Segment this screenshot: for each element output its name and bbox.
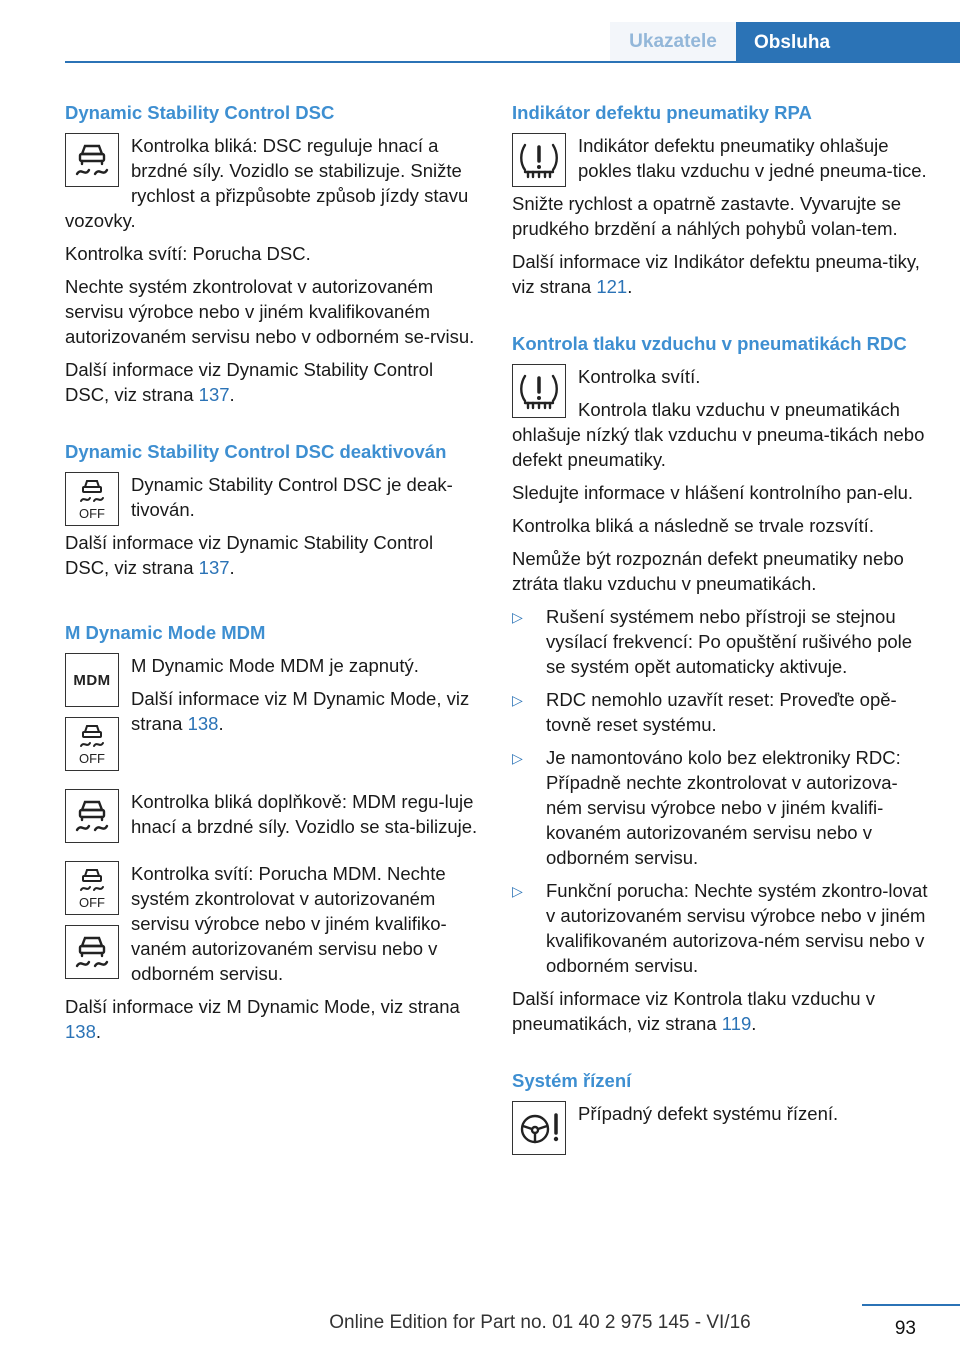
list-item: ▷ Je namontováno kolo bez elektroniky RDC: Případně nechte zkontrolovat v autorizova-ném servisu výrobce nebo v jiném kvalifi-kovaném autorizovaném servisu nebo v odborném servisu. [512, 747, 901, 868]
section-dsc-off [65, 439, 480, 588]
page-link-137[interactable]: 137 [198, 384, 230, 405]
section-title: M Dynamic Mode MDM [65, 622, 266, 643]
bullet-triangle-icon: ▷ [512, 750, 523, 766]
page-link-138[interactable]: 138 [65, 1021, 96, 1042]
list-item: ▷ Rušení systémem nebo přístroji se stejnou vysílací frekvencí: Po opuštění rušivého pole se systém opět automaticky aktivuje. [512, 606, 913, 677]
right-column [512, 100, 930, 1191]
bullet-triangle-icon: ▷ [512, 883, 523, 899]
mdm-text-3: Kontrolka bliká doplňkově: MDM regu-luje hnací a brzdné síly. Vozidlo se sta-bilizuje. [131, 791, 478, 837]
dsc-text-1: Kontrolka bliká: DSC reguluje hnací a brzdné síly. Vozidlo se stabilizuje. Snižte rychlost a přizpůsobte způsob jízdy stavu vozovky. [65, 135, 469, 231]
section-steering [512, 1068, 930, 1159]
tab-ukazatele[interactable]: Ukazatele [610, 22, 736, 62]
mdm-icon: MDM [65, 653, 119, 707]
dsc-off-text-1: Dynamic Stability Control DSC je deak-tivován. [131, 474, 453, 520]
section-title: Kontrola tlaku vzduchu v pneumatikách RDC [512, 333, 907, 354]
dsc-off-icon [65, 717, 119, 771]
section-rpa [512, 100, 930, 299]
svg-text:OFF: OFF [79, 751, 105, 766]
dsc-off-text-2: Další informace viz Dynamic Stability Control DSC, viz strana 137. [65, 532, 434, 578]
rpa-text-1: Indikátor defektu pneumatiky ohlašuje pokles tlaku vzduchu v jedné pneuma-tice. [578, 135, 927, 181]
page-link-137[interactable]: 137 [198, 557, 230, 578]
section-dsc [65, 100, 480, 407]
dsc-text-4: Další informace viz Dynamic Stability Control DSC, viz strana 137. [65, 359, 434, 405]
dsc-off-icon [65, 472, 119, 526]
svg-text:OFF: OFF [79, 895, 105, 910]
dsc-warning-icon [65, 133, 119, 187]
rpa-text-3: Další informace viz Indikátor defektu pneuma-tiky, viz strana 121. [512, 251, 920, 297]
tab-obsluha[interactable]: Obsluha [736, 22, 960, 63]
dsc-warning-icon [65, 925, 119, 979]
section-title: Dynamic Stability Control DSC [65, 102, 335, 123]
dsc-text-3: Nechte systém zkontrolovat v autorizovaném servisu výrobce nebo v jiném kvalifikovaném autorizovaném servisu nebo v odborném se-rvisu. [65, 276, 475, 347]
svg-text:OFF: OFF [79, 506, 105, 521]
tire-pressure-icon [512, 364, 566, 418]
mdm-text-4: Kontrolka svítí: Porucha MDM. Nechte systém zkontrolovat v autorizovaném servisu výrobce nebo v jiném kvalifiko-vaném autorizovaném servisu nebo v odborném servisu. [131, 863, 447, 984]
mdm-text-2: Další informace viz M Dynamic Mode, viz strana 138. [131, 688, 470, 734]
tire-warning-icon [512, 133, 566, 187]
rdc-text-3: Sledujte informace v hlášení kontrolního pan-elu. [512, 482, 914, 503]
rdc-text-1: Kontrolka svítí. [578, 366, 701, 387]
left-column [65, 100, 480, 1076]
list-item: ▷ Funkční porucha: Nechte systém zkontro-lovat v autorizovaném servisu výrobce nebo v jiném kvalifikovaném autorizova-ném servisu nebo v odborném servisu. [512, 880, 928, 976]
dsc-off-icon [65, 861, 119, 915]
page-link-119[interactable]: 119 [721, 1013, 752, 1034]
rpa-text-2: Snižte rychlost a opatrně zastavte. Vyvarujte se prudkého brzdění a náhlých pohybů volan-tem. [512, 193, 902, 239]
section-rdc [512, 331, 930, 1036]
dsc-text-2: Kontrolka svítí: Porucha DSC. [65, 243, 311, 264]
rdc-text-2: Kontrola tlaku vzduchu v pneumatikách ohlašuje nízký tlak vzduchu v pneuma-tikách nebo defekt pneumatiky. [512, 399, 925, 470]
page-link-138[interactable]: 138 [187, 713, 219, 734]
bullet-triangle-icon: ▷ [512, 609, 523, 625]
page-number: 93 [894, 1318, 916, 1339]
footer-rule [862, 1304, 960, 1306]
page-link-121[interactable]: 121 [596, 276, 628, 297]
mdm-text-5: Další informace viz M Dynamic Mode, viz strana 138. [65, 996, 460, 1042]
steering-text-1: Případný defekt systému řízení. [578, 1103, 839, 1124]
rdc-text-5: Nemůže být rozpoznán defekt pneumatiky nebo ztráta tlaku vzduchu v pneumatikách. [512, 548, 904, 594]
edition-footer: Online Edition for Part no. 01 40 2 975 145 - VI/16 [329, 1312, 751, 1333]
section-mdm [65, 620, 480, 1044]
dsc-warning-icon [65, 789, 119, 843]
section-title: Indikátor defektu pneumatiky RPA [512, 102, 812, 123]
mdm-text-1: M Dynamic Mode MDM je zapnutý. [131, 655, 419, 676]
header-rule [65, 61, 960, 63]
list-item: ▷ RDC nemohlo uzavřít reset: Proveďte opě-tovně reset systému. [512, 689, 897, 735]
steering-warning-icon [512, 1101, 566, 1155]
bullet-triangle-icon: ▷ [512, 692, 523, 708]
section-title: Dynamic Stability Control DSC deaktivován [65, 441, 447, 462]
section-title: Systém řízení [512, 1070, 632, 1091]
rdc-text-6: Další informace viz Kontrola tlaku vzduchu v pneumatikách, viz strana 119. [512, 988, 875, 1034]
rdc-text-4: Kontrolka bliká a následně se trvale rozsvítí. [512, 515, 874, 536]
